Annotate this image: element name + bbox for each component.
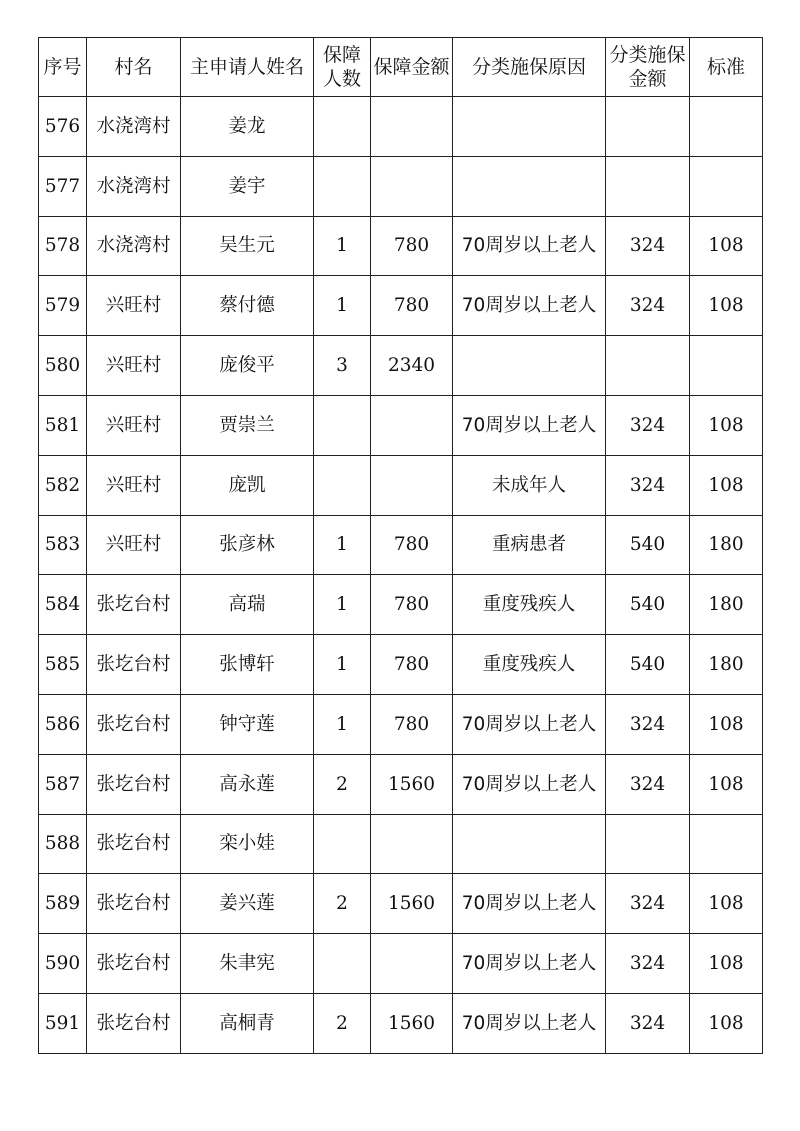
persons-cell: 1 — [314, 635, 371, 695]
village-cell: 兴旺村 — [87, 515, 181, 575]
persons-cell — [314, 455, 371, 515]
header-village: 村名 — [87, 38, 181, 97]
seq-cell: 589 — [39, 874, 87, 934]
reason-cell: 重病患者 — [453, 515, 606, 575]
persons-cell: 1 — [314, 575, 371, 635]
village-cell: 水浇湾村 — [87, 156, 181, 216]
amount-cell: 780 — [371, 694, 453, 754]
applicant-name-cell: 高桐青 — [181, 993, 314, 1053]
table-row — [39, 754, 763, 814]
applicant-name-cell: 姜龙 — [181, 97, 314, 157]
standard-cell: 108 — [690, 754, 763, 814]
reason-cell: 70周岁以上老人 — [453, 216, 606, 276]
amount-cell: 780 — [371, 276, 453, 336]
seq-cell: 576 — [39, 97, 87, 157]
persons-cell — [314, 97, 371, 157]
persons-cell: 2 — [314, 754, 371, 814]
table-row — [39, 97, 763, 157]
seq-cell: 578 — [39, 216, 87, 276]
seq-cell: 584 — [39, 575, 87, 635]
reason-cell — [453, 97, 606, 157]
header-standard: 标准 — [690, 38, 763, 97]
persons-cell: 1 — [314, 216, 371, 276]
seq-cell: 587 — [39, 754, 87, 814]
village-cell: 水浇湾村 — [87, 97, 181, 157]
applicant-name-cell: 高永莲 — [181, 754, 314, 814]
seq-cell: 588 — [39, 814, 87, 874]
village-cell: 张圪台村 — [87, 575, 181, 635]
village-cell: 张圪台村 — [87, 754, 181, 814]
table-row — [39, 934, 763, 994]
header-row — [39, 38, 763, 97]
village-cell: 张圪台村 — [87, 814, 181, 874]
table-body — [39, 97, 763, 1054]
village-cell: 兴旺村 — [87, 395, 181, 455]
persons-cell — [314, 934, 371, 994]
standard-cell: 180 — [690, 515, 763, 575]
applicant-name-cell: 贾崇兰 — [181, 395, 314, 455]
header-amount: 保障金额 — [371, 38, 453, 97]
standard-cell: 108 — [690, 216, 763, 276]
header-applicant: 主申请人姓名 — [181, 38, 314, 97]
reason-cell: 未成年人 — [453, 455, 606, 515]
village-cell: 兴旺村 — [87, 455, 181, 515]
standard-cell: 108 — [690, 874, 763, 934]
village-cell: 张圪台村 — [87, 694, 181, 754]
class-amount-cell: 324 — [606, 993, 690, 1053]
persons-cell: 1 — [314, 276, 371, 336]
reason-cell: 70周岁以上老人 — [453, 395, 606, 455]
applicant-name-cell: 庞凯 — [181, 455, 314, 515]
table-row — [39, 993, 763, 1053]
persons-cell: 1 — [314, 515, 371, 575]
applicant-name-cell: 栾小娃 — [181, 814, 314, 874]
seq-cell: 577 — [39, 156, 87, 216]
seq-cell: 590 — [39, 934, 87, 994]
amount-cell — [371, 934, 453, 994]
applicant-name-cell: 张彦林 — [181, 515, 314, 575]
reason-cell — [453, 156, 606, 216]
reason-cell: 70周岁以上老人 — [453, 993, 606, 1053]
class-amount-cell: 324 — [606, 395, 690, 455]
standard-cell — [690, 814, 763, 874]
reason-cell: 70周岁以上老人 — [453, 874, 606, 934]
class-amount-cell — [606, 156, 690, 216]
standard-cell: 108 — [690, 395, 763, 455]
seq-cell: 579 — [39, 276, 87, 336]
reason-cell: 重度残疾人 — [453, 575, 606, 635]
amount-cell: 1560 — [371, 754, 453, 814]
class-amount-cell — [606, 336, 690, 396]
village-cell: 水浇湾村 — [87, 216, 181, 276]
applicant-name-cell: 庞俊平 — [181, 336, 314, 396]
village-cell: 兴旺村 — [87, 336, 181, 396]
table-row — [39, 575, 763, 635]
village-cell: 张圪台村 — [87, 635, 181, 695]
village-cell: 张圪台村 — [87, 874, 181, 934]
seq-cell: 581 — [39, 395, 87, 455]
applicant-name-cell: 钟守莲 — [181, 694, 314, 754]
reason-cell: 70周岁以上老人 — [453, 754, 606, 814]
seq-cell: 586 — [39, 694, 87, 754]
standard-cell: 180 — [690, 635, 763, 695]
amount-cell: 780 — [371, 216, 453, 276]
seq-cell: 585 — [39, 635, 87, 695]
standard-cell — [690, 336, 763, 396]
class-amount-cell: 324 — [606, 216, 690, 276]
standard-cell: 108 — [690, 276, 763, 336]
reason-cell: 重度残疾人 — [453, 635, 606, 695]
class-amount-cell: 324 — [606, 276, 690, 336]
table-row — [39, 874, 763, 934]
seq-cell: 583 — [39, 515, 87, 575]
table-row — [39, 395, 763, 455]
table-row — [39, 216, 763, 276]
table-row — [39, 694, 763, 754]
allowance-table — [38, 37, 763, 1054]
village-cell: 张圪台村 — [87, 993, 181, 1053]
table-row — [39, 515, 763, 575]
reason-cell: 70周岁以上老人 — [453, 934, 606, 994]
class-amount-cell: 540 — [606, 515, 690, 575]
header-seq: 序号 — [39, 38, 87, 97]
amount-cell: 1560 — [371, 874, 453, 934]
header-class-amount: 分类施保金额 — [606, 38, 690, 97]
class-amount-cell: 324 — [606, 694, 690, 754]
persons-cell: 3 — [314, 336, 371, 396]
applicant-name-cell: 姜兴莲 — [181, 874, 314, 934]
reason-cell: 70周岁以上老人 — [453, 694, 606, 754]
table-row — [39, 156, 763, 216]
village-cell: 兴旺村 — [87, 276, 181, 336]
standard-cell: 180 — [690, 575, 763, 635]
standard-cell: 108 — [690, 694, 763, 754]
header-persons: 保障人数 — [314, 38, 371, 97]
class-amount-cell: 540 — [606, 635, 690, 695]
seq-cell: 582 — [39, 455, 87, 515]
table-row — [39, 814, 763, 874]
class-amount-cell: 324 — [606, 455, 690, 515]
seq-cell: 580 — [39, 336, 87, 396]
table-row — [39, 336, 763, 396]
applicant-name-cell: 吴生元 — [181, 216, 314, 276]
class-amount-cell: 324 — [606, 934, 690, 994]
class-amount-cell — [606, 814, 690, 874]
table-row — [39, 635, 763, 695]
class-amount-cell: 324 — [606, 874, 690, 934]
amount-cell: 1560 — [371, 993, 453, 1053]
table-row — [39, 455, 763, 515]
amount-cell: 780 — [371, 635, 453, 695]
persons-cell: 2 — [314, 874, 371, 934]
seq-cell: 591 — [39, 993, 87, 1053]
reason-cell: 70周岁以上老人 — [453, 276, 606, 336]
class-amount-cell — [606, 97, 690, 157]
reason-cell — [453, 336, 606, 396]
amount-cell — [371, 395, 453, 455]
amount-cell — [371, 97, 453, 157]
class-amount-cell: 540 — [606, 575, 690, 635]
header-reason: 分类施保原因 — [453, 38, 606, 97]
standard-cell: 108 — [690, 455, 763, 515]
standard-cell — [690, 97, 763, 157]
standard-cell: 108 — [690, 993, 763, 1053]
class-amount-cell: 324 — [606, 754, 690, 814]
standard-cell — [690, 156, 763, 216]
applicant-name-cell: 朱聿宪 — [181, 934, 314, 994]
applicant-name-cell: 张博轩 — [181, 635, 314, 695]
amount-cell: 780 — [371, 515, 453, 575]
persons-cell: 2 — [314, 993, 371, 1053]
village-cell: 张圪台村 — [87, 934, 181, 994]
persons-cell: 1 — [314, 694, 371, 754]
persons-cell — [314, 814, 371, 874]
table-row — [39, 276, 763, 336]
standard-cell: 108 — [690, 934, 763, 994]
reason-cell — [453, 814, 606, 874]
amount-cell — [371, 814, 453, 874]
amount-cell — [371, 455, 453, 515]
applicant-name-cell: 高瑞 — [181, 575, 314, 635]
persons-cell — [314, 395, 371, 455]
applicant-name-cell: 姜宇 — [181, 156, 314, 216]
applicant-name-cell: 蔡付德 — [181, 276, 314, 336]
amount-cell — [371, 156, 453, 216]
amount-cell: 780 — [371, 575, 453, 635]
persons-cell — [314, 156, 371, 216]
amount-cell: 2340 — [371, 336, 453, 396]
